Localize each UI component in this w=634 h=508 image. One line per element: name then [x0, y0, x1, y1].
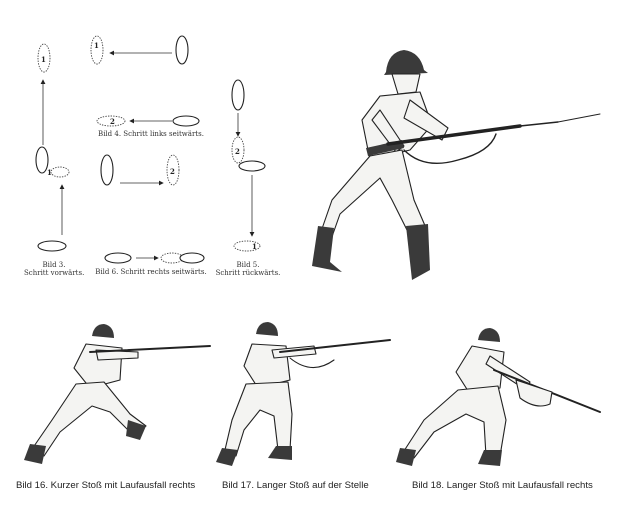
figure-16-caption: Bild 16. Kurzer Stoß mit Laufausfall rechts [16, 480, 196, 491]
svg-text:1: 1 [94, 41, 99, 50]
bild5-title: Bild 5. [236, 261, 260, 269]
bild4-title: Bild 4. [98, 130, 122, 138]
figure-18-caption: Bild 18. Langer Stoß mit Laufausfall rechts [412, 480, 593, 491]
svg-text:2: 2 [235, 147, 240, 156]
bild6-text: Schritt rechts seitwärts. [120, 268, 207, 276]
svg-text:2: 2 [170, 167, 175, 176]
bild3-title: Bild 3. [42, 261, 66, 269]
bild3-text: Schritt vorwärts. [24, 269, 85, 277]
figure-17-caption: Bild 17. Langer Stoß auf der Stelle [222, 480, 369, 491]
bild6-title: Bild 6. [95, 268, 119, 276]
svg-text:1: 1 [47, 168, 52, 177]
bild5-text: Schritt rückwärts. [215, 269, 281, 277]
svg-text:2: 2 [110, 117, 115, 126]
step-number-1: 1 [41, 55, 46, 64]
bild4-text: Schritt links seitwärts. [123, 130, 204, 138]
svg-text:1: 1 [252, 242, 257, 251]
